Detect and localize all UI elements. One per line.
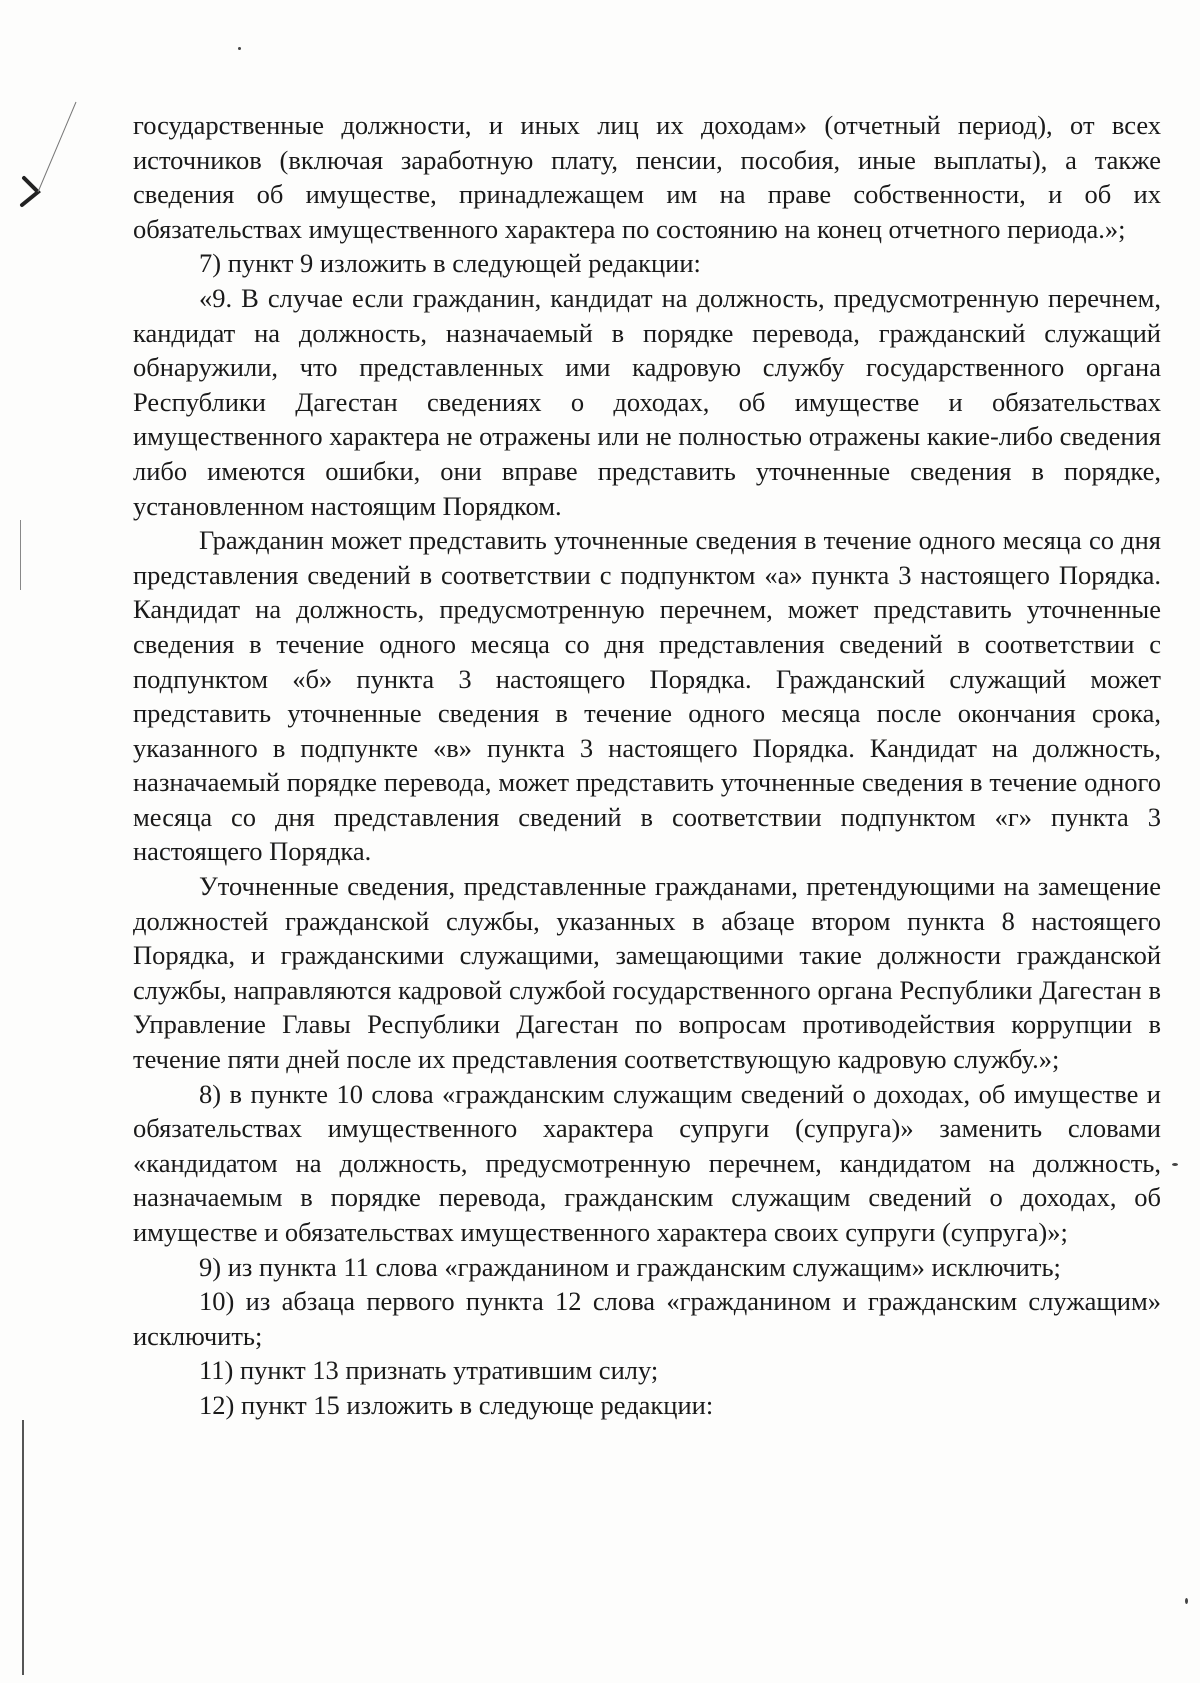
- margin-scan-line: [20, 520, 21, 590]
- paragraph: 11) пункт 13 признать утратившим силу;: [199, 1355, 659, 1386]
- paragraph: 8) в пункте 10 слова «гражданским служащим сведений о доходах, об имуществе и обязательствах имущественного характера супруги (супруга)» заменить словами «кандидатом на должность, предусмотренную перечнем, кандидатом на должность, назначаемым в порядке перевода, гражданским служащим сведений о доходах, об имуществе и обязательствах имущественного характера своих супруги (супруга)»;: [133, 1078, 1161, 1247]
- paragraph: Гражданин может представить уточненные сведения в течение одного месяца со дня представления сведений в соответствии с подпунктом «а» пункта 3 настоящего Порядка. Кандидат на должность, предусмотренную перечнем, может представить уточненные сведения в течение одного месяца со дня представления сведений в соответствии с подпунктом «б» пункта 3 настоящего Порядка. Гражданский служащий может представить уточненные сведения в течение одного месяца после окончания срока, указанного в подпункте «в» пункта 3 настоящего Порядка. Кандидат на должность, назначаемый порядке перевода, может представить уточненные сведения в течение одного месяца со дня представления сведений в соответствии подпунктом «г» пункта 3 настоящего Порядка.: [133, 525, 1161, 867]
- paragraph: 7) пункт 9 изложить в следующей редакции:: [199, 248, 701, 279]
- paragraph: 12) пункт 15 изложить в следующе редакции:: [199, 1389, 714, 1420]
- paragraph: Уточненные сведения, представленные гражданами, претендующими на замещение должностей гражданской службы, указанных в абзаце втором пункта 8 настоящего Порядка, и гражданскими служащими, замещающими такие должности гражданской службы, направляются кадровой службой государственного органа Республики Дагестан в Управление Главы Республики Дагестан по вопросам противодействия коррупции в течение пяти дней после их представления соответствующую кадровую службу.»;: [133, 871, 1161, 1075]
- scan-speck: [1185, 1598, 1188, 1604]
- scan-speck: [238, 47, 241, 50]
- margin-check-mark-icon: [18, 100, 78, 210]
- margin-scan-line: [22, 1420, 24, 1675]
- paragraph: «9. В случае если гражданин, кандидат на должность, предусмотренную перечнем, кандидат на должность, назначаемый в порядке перевода, гражданский служащий обнаружили, что представленных ими кадровую службу государственного органа Республики Дагестан сведениях о доходах, об имуществе и обязательствах имущественного характера не отражены или не полностью отражены какие-либо сведения либо имеются ошибки, они вправе представить уточненные сведения в порядке, установленном настоящим Порядком.: [133, 282, 1161, 521]
- paragraph: 9) из пункта 11 слова «гражданином и гражданским служащим» исключить;: [199, 1251, 1061, 1282]
- scan-speck: [1172, 1163, 1178, 1166]
- paragraph: 10) из абзаца первого пункта 12 слова «гражданином и гражданским служащим» исключить;: [133, 1286, 1161, 1351]
- paragraph: государственные должности, и иных лиц их доходам» (отчетный период), от всех источников (включая заработную плату, пенсии, пособия, иные выплаты), а также сведения об имуществе, принадлежащем им на праве собственности, и об их обязательствах имущественного характера по состоянию на конец отчетного периода.»;: [133, 110, 1161, 244]
- document-body: [133, 108, 1161, 1423]
